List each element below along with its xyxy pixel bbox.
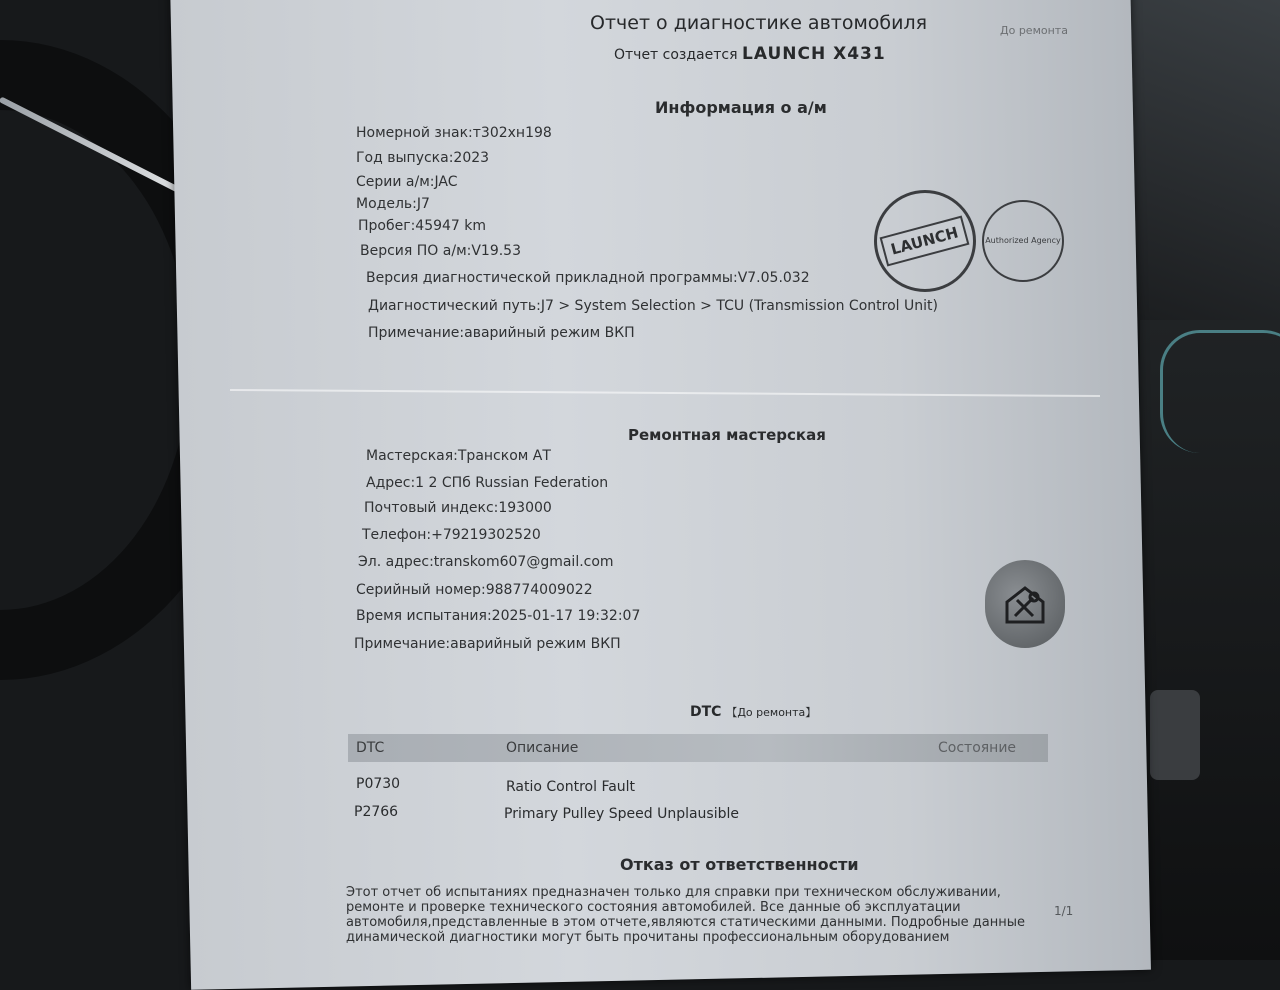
console-button xyxy=(1150,690,1200,780)
created-prefix: Отчет создается xyxy=(614,47,738,63)
dtc-row-description: Ratio Control Fault xyxy=(506,779,636,795)
workshop-address: Адрес:1 2 СПб Russian Federation xyxy=(366,475,609,491)
page-number: 1/1 xyxy=(1054,904,1074,918)
repair-shop-icon xyxy=(985,560,1065,648)
dtc-col-description: Описание xyxy=(506,740,579,756)
vehicle-note: Примечание:аварийный режим ВКП xyxy=(368,325,635,341)
dtc-row-code: P0730 xyxy=(356,776,401,792)
workshop-phone: Телефон:+79219302520 xyxy=(362,527,541,543)
console-accent-ring xyxy=(1160,330,1280,453)
test-time: Время испытания:2025-01-17 19:32:07 xyxy=(356,608,641,624)
dtc-row-description: Primary Pulley Speed Unplausible xyxy=(504,806,740,822)
corner-note: До ремонта xyxy=(1000,24,1068,37)
authorized-stamp-label: Authorized Agency xyxy=(985,236,1061,245)
workshop-postcode: Почтовый индекс:193000 xyxy=(364,500,552,516)
workshop-email: Эл. адрес:transkom607@gmail.com xyxy=(358,554,614,570)
diagnostic-report-sheet xyxy=(170,0,1151,990)
launch-stamp-label: LAUNCH xyxy=(880,216,970,267)
vehicle-mileage: Пробег:45947 km xyxy=(358,218,487,234)
diagnostic-path: Диагностический путь:J7 > System Selection > TCU (Transmission Control Unit) xyxy=(368,298,938,314)
app-version: Версия диагностической прикладной программы:V7.05.032 xyxy=(366,270,810,286)
dtc-row-code: P2766 xyxy=(354,804,399,820)
report-created-by xyxy=(614,44,886,64)
vehicle-series: Серии а/м:JAC xyxy=(356,174,458,190)
dtc-title-label: DTC xyxy=(690,704,722,720)
dtc-col-code: DTC xyxy=(356,740,385,756)
dtc-title xyxy=(690,704,816,720)
disclaimer-text: Этот отчет об испытаниях предназначен только для справки при техническом обслуживании, ремонте и проверке технического состояния автомобилей. Все данные об эксплуатации автомобиля,представленные в этом отчете,являются статическими данными. Подробные данные динамической диагностики могут быть прочитаны профессиональным оборудованием xyxy=(346,885,1025,945)
disclaimer-heading: Отказ от ответственности xyxy=(620,855,859,874)
wrench-screwdriver-icon xyxy=(1001,580,1049,628)
vehicle-model: Модель:J7 xyxy=(356,196,430,212)
vehicle-software-version: Версия ПО а/м:V19.53 xyxy=(360,243,521,259)
vehicle-info-heading: Информация о а/м xyxy=(655,98,827,117)
report-title: Отчет о диагностике автомобиля xyxy=(590,12,928,34)
launch-stamp xyxy=(874,190,976,292)
authorized-agency-stamp xyxy=(982,200,1064,282)
workshop-note: Примечание:аварийный режим ВКП xyxy=(354,636,621,652)
serial-number: Серийный номер:988774009022 xyxy=(356,582,593,598)
dtc-col-status: Состояние xyxy=(938,740,1017,756)
dtc-stage: 【До ремонта】 xyxy=(726,706,817,719)
vehicle-year: Год выпуска:2023 xyxy=(356,150,490,166)
workshop-heading: Ремонтная мастерская xyxy=(628,426,826,444)
launch-brand: LAUNCH X431 xyxy=(741,44,886,64)
vehicle-plate: Номерной знак:т302хн198 xyxy=(356,125,552,141)
workshop-name: Мастерская:Транском АТ xyxy=(366,448,551,464)
